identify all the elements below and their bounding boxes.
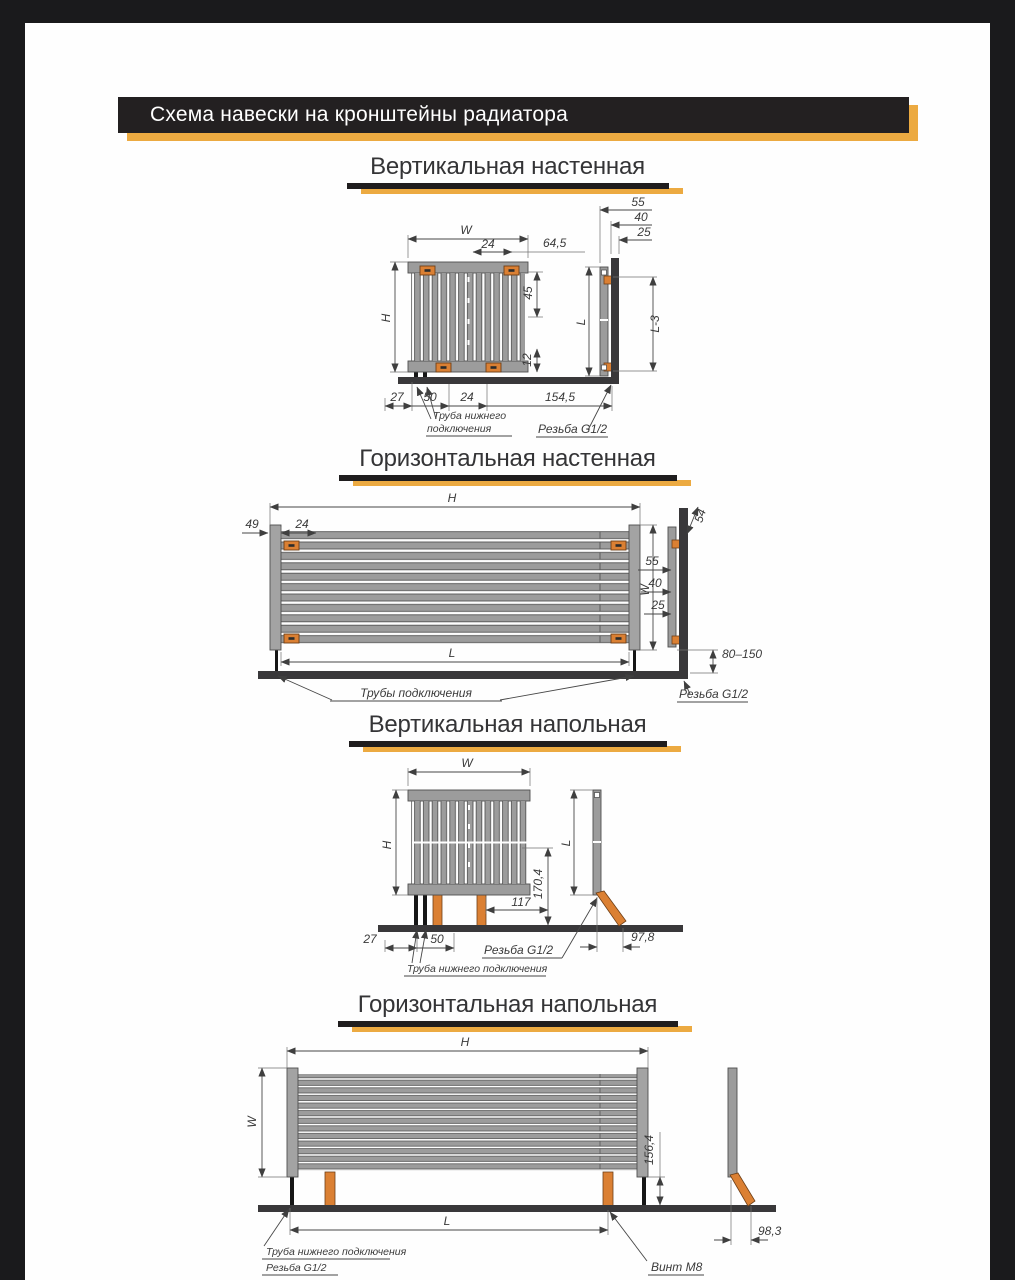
- dim-24: 24: [295, 517, 309, 531]
- dim-h: H: [380, 840, 394, 850]
- dim-45: 45: [521, 286, 535, 300]
- section-title-text: Вертикальная напольная: [368, 711, 647, 738]
- floor: [398, 377, 619, 384]
- title-underline: [349, 741, 667, 747]
- dim-154-5: 154,5: [544, 390, 576, 404]
- dim-55: 55: [631, 195, 645, 209]
- leg: [477, 895, 486, 926]
- front-view: [408, 262, 528, 378]
- wall: [679, 508, 688, 679]
- bracket: [611, 541, 626, 550]
- label-bottom-pipe: Труба нижнего подключения: [266, 1246, 407, 1258]
- bracket: [486, 363, 501, 372]
- bracket: [611, 634, 626, 643]
- drawing-vertical-floor: [340, 750, 700, 985]
- section-title-text: Горизонтальная напольная: [357, 991, 658, 1018]
- label-bottom-pipe-1: Труба нижнего: [433, 410, 507, 422]
- dim-27: 27: [390, 390, 404, 404]
- label-bottom-pipe-2: подключения: [427, 423, 492, 435]
- dim-12: 12: [520, 353, 534, 367]
- drawing-horizontal-wall: [235, 485, 800, 710]
- title-underline: [347, 183, 669, 189]
- label-screw: Винт М8: [651, 1260, 703, 1274]
- leg-diagonal: [596, 891, 626, 926]
- label-thread: Резьба G1/2: [538, 422, 608, 436]
- bracket: [420, 266, 435, 275]
- front-view: [287, 1068, 648, 1206]
- bracket: [436, 363, 451, 372]
- dim-54: 54: [691, 507, 709, 525]
- label-thread: Резьба G1/2: [484, 943, 554, 957]
- dim-25: 25: [651, 598, 665, 612]
- section-title-vertical-wall: [25, 154, 990, 189]
- dim-50: 50: [423, 390, 437, 404]
- drawing-vertical-wall: [360, 195, 780, 445]
- label-thread: Резьба G1/2: [679, 687, 749, 701]
- header-band: [118, 97, 909, 133]
- leg-diagonal: [730, 1173, 755, 1206]
- document-page: [25, 23, 990, 1280]
- floor: [258, 1205, 776, 1212]
- dim-w: W: [460, 223, 472, 237]
- dim-25: 25: [637, 225, 651, 239]
- dim-h: H: [460, 1035, 470, 1049]
- dim-l: L: [574, 318, 588, 326]
- dim-64-5: 64,5: [543, 236, 567, 250]
- dim-24: 24: [481, 237, 495, 251]
- dim-w: W: [638, 584, 652, 596]
- dim-55: 55: [645, 554, 659, 568]
- drawing-horizontal-floor: [235, 1035, 1000, 1280]
- dim-l: L: [443, 1214, 451, 1228]
- page-title: Схема навески на кронштейны радиатора: [150, 103, 568, 126]
- dim-h: H: [447, 491, 457, 505]
- bracket: [504, 266, 519, 275]
- label-thread: Резьба G1/2: [266, 1262, 327, 1274]
- dim-80-150: 80–150: [722, 647, 763, 661]
- dim-50: 50: [430, 932, 444, 946]
- dim-w: W: [245, 1116, 259, 1128]
- dim-l: L: [448, 646, 456, 660]
- dim-27: 27: [363, 932, 377, 946]
- dim-49: 49: [245, 517, 259, 531]
- title-underline: [339, 475, 677, 481]
- section-title-vertical-floor: [25, 712, 990, 747]
- bracket: [284, 541, 299, 550]
- leg: [325, 1172, 335, 1206]
- leg: [603, 1172, 613, 1206]
- dim-97-8: 97,8: [631, 930, 655, 944]
- radiator-profile: [728, 1068, 737, 1177]
- dim-40: 40: [648, 576, 662, 590]
- bracket: [284, 634, 299, 643]
- dim-156-4: 156,4: [642, 1134, 656, 1166]
- dim-117: 117: [511, 895, 531, 909]
- section-title-text: Горизонтальная настенная: [359, 445, 656, 472]
- dim-98-3: 98,3: [758, 1224, 782, 1238]
- dim-170-4: 170,4: [531, 868, 545, 900]
- dim-h: H: [379, 313, 393, 323]
- title-underline: [338, 1021, 678, 1027]
- dim-w: W: [461, 756, 473, 770]
- dim-40: 40: [634, 210, 648, 224]
- dim-24b: 24: [460, 390, 474, 404]
- label-pipes: Трубы подключения: [360, 686, 472, 700]
- section-title-horizontal-wall: [25, 446, 990, 481]
- section-title-horizontal-floor: [25, 992, 990, 1027]
- label-bottom-pipe: Труба нижнего подключения: [407, 963, 548, 975]
- dim-l: L: [559, 839, 573, 847]
- dim-l3: L-3: [648, 315, 662, 333]
- section-title-text: Вертикальная настенная: [370, 153, 645, 180]
- leg: [433, 895, 442, 926]
